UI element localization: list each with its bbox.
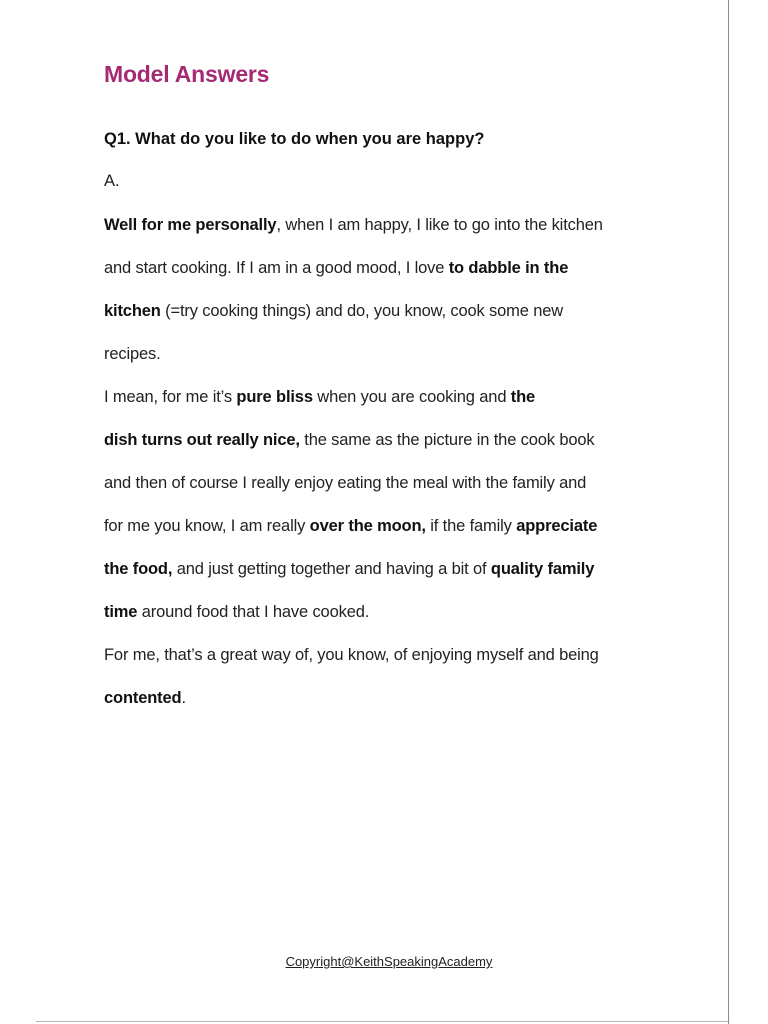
bold-phrase: to dabble in the — [448, 259, 569, 277]
text-segment: and then of course I really enjoy eating the meal with the family and — [104, 474, 587, 492]
bold-phrase: contented — [104, 689, 182, 707]
text-segment: . — [181, 689, 186, 707]
text-segment: when you are cooking and — [312, 388, 511, 406]
page-title: Model Answers — [104, 61, 270, 87]
text-segment: if the family — [425, 517, 517, 535]
text-segment: , when I am happy, I like to go into the kitchen — [276, 216, 603, 234]
answer-label: A. — [104, 172, 120, 190]
bold-phrase: kitchen — [104, 302, 161, 320]
text-segment: For me, that’s a great way of, you know, of enjoying myself and being — [104, 646, 599, 664]
bold-phrase: dish turns out really nice, — [104, 431, 300, 449]
text-segment: the same as the picture in the cook book — [299, 431, 595, 449]
answer-line — [104, 505, 674, 548]
text-segment: I mean, for me it’s — [104, 388, 237, 406]
bold-phrase: pure bliss — [236, 388, 313, 406]
question-text: Q1. What do you like to do when you are happy? — [104, 130, 485, 148]
copyright-footer: Copyright@KeithSpeakingAcademy — [285, 954, 493, 969]
answer-line — [104, 247, 674, 290]
bold-phrase: the food, — [104, 560, 173, 578]
answer-line — [104, 290, 674, 333]
page-right-border — [728, 0, 729, 1024]
bold-phrase: appreciate — [516, 517, 598, 535]
answer-line — [104, 462, 674, 505]
answer-line — [104, 419, 674, 462]
answer-body — [104, 204, 674, 720]
answer-line — [104, 591, 674, 634]
page-bottom-border — [36, 1021, 730, 1022]
bold-phrase: quality family — [490, 560, 595, 578]
bold-phrase: the — [510, 388, 536, 406]
bold-phrase: Well for me personally — [104, 216, 277, 234]
answer-line — [104, 548, 674, 591]
text-segment: and start cooking. If I am in a good mood, I love — [104, 259, 449, 277]
answer-line — [104, 376, 674, 419]
text-segment: and just getting together and having a bit of — [172, 560, 491, 578]
text-segment: (=try cooking things) and do, you know, cook some new — [160, 302, 564, 320]
bold-phrase: over the moon, — [309, 517, 426, 535]
text-segment: for me you know, I am really — [104, 517, 310, 535]
answer-line — [104, 333, 674, 376]
answer-line — [104, 634, 674, 677]
answer-line — [104, 204, 674, 247]
text-segment: recipes. — [104, 345, 161, 363]
answer-line — [104, 677, 674, 720]
text-segment: around food that I have cooked. — [137, 603, 370, 621]
bold-phrase: time — [104, 603, 138, 621]
